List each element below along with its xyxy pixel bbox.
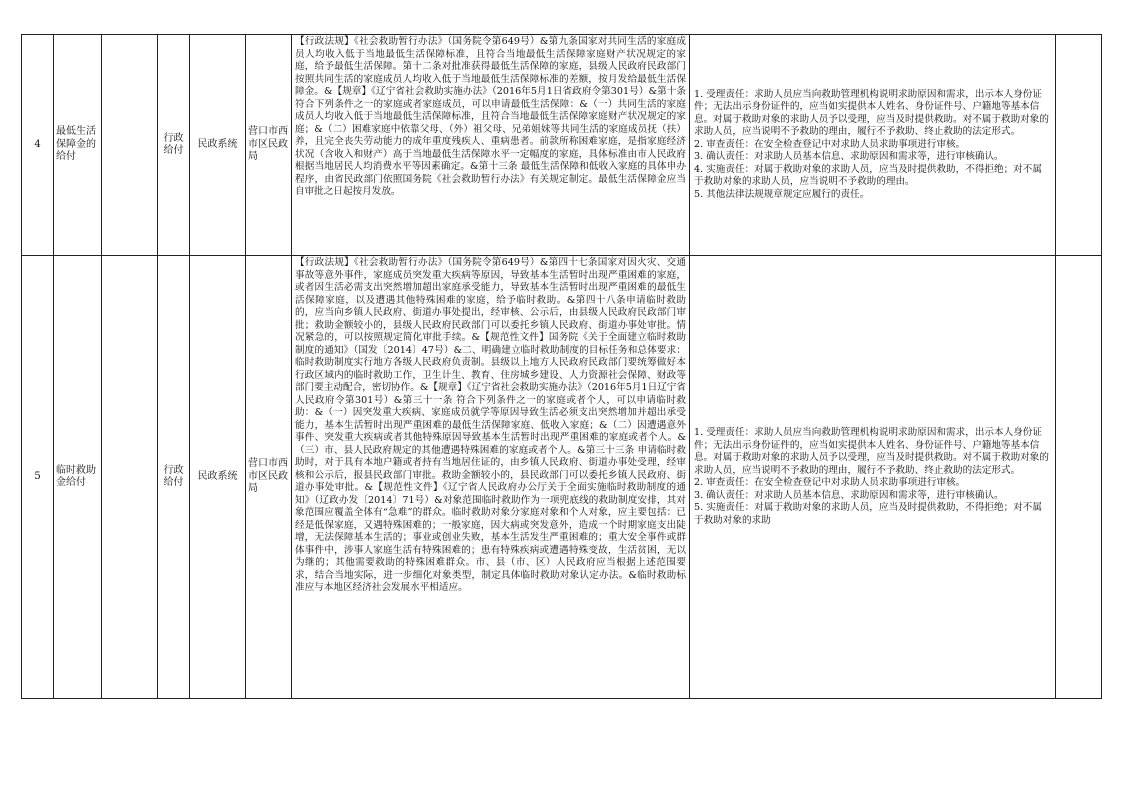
department-cell: 营口市西市区民政局 — [246, 256, 292, 699]
duty-item: 4. 实施责任：对属于救助对象的求助人员，应当及时提供救助，不得拒绝；对不属于救助对象的求助人员，应当说明不予救助的理由。 — [694, 163, 1042, 188]
responsibility-cell — [690, 35, 1056, 256]
duty-item: 3. 确认责任：对求助人员基本信息、求助原因和需求等，进行审核确认。 — [694, 489, 1004, 501]
department-cell: 营口市西市区民政局 — [246, 35, 292, 256]
table-row — [22, 35, 1102, 256]
system-cell: 民政系统 — [190, 256, 246, 699]
table-row — [22, 256, 1102, 699]
seq-cell: 4 — [22, 35, 54, 256]
seq-cell: 5 — [22, 256, 54, 699]
duty-item: 2. 审查责任：在安全检查登记中对求助人员求助事项进行审核。 — [694, 477, 966, 488]
category-cell: 行政给付 — [158, 35, 190, 256]
duty-item: 5. 其他法律法规规章规定应履行的责任。 — [694, 188, 870, 200]
remark-cell — [1056, 35, 1102, 256]
item-name-cell: 最低生活保障金的给付 — [54, 35, 102, 256]
system-cell: 民政系统 — [190, 35, 246, 256]
power-list-table — [21, 34, 1102, 699]
item-name-cell: 临时救助金给付 — [54, 256, 102, 699]
duty-item: 1. 受理责任：求助人员应当向救助管理机构说明求助原因和需求，出示本人身份证件；无法出示身份证件的，应当如实提供本人姓名、身份证件号、户籍地等基本信息。对属于救助对象的求助人员予以受理，应当及时提供救助。对不属于救助对象的求助人员，应当说明不予救助的理由，履行不予救助、终止救助的法定形式。 — [694, 88, 1049, 138]
category-cell: 行政给付 — [158, 256, 190, 699]
code-cell — [102, 35, 158, 256]
duty-item: 2. 审查责任：在安全检查登记中对求助人员求助事项进行审核。 — [694, 138, 966, 150]
code-cell — [102, 256, 158, 699]
duty-item: 5. 实施责任：对属于救助对象的求助人员，应当及时提供救助，不得拒绝；对不属于救助对象的求助 — [694, 502, 1042, 526]
legal-basis-cell: 【行政法规】《社会救助暂行办法》（国务院令第649号）&第四十七条国家对因火灾、交通事故等意外事件，家庭成员突发重大疾病等原因，导致基本生活暂时出现严重困难的家庭，或者因生活必需支出突然增加超出家庭承受能力，导致基本生活暂时出现严重困难的最低生活保障家庭，以及遭遇其他特殊困难的家庭，给予临时救助。&第四十八条申请临时救助的，应当向乡镇人民政府、街道办事处提出，经审核、公示后，由县级人民政府民政部门审批；救助金额较小的，县级人民政府民政部门可以委托乡镇人民政府、街道办事处审批。情况紧急的，可以按照规定简化审批手续。&【规范性文件】国务院《关于全面建立临时救助制度的通知》（国发〔2014〕47号）&二、明确建立临时救助制度的目标任务和总体要求：临时救助制度实行地方各级人民政府负责制。县级以上地方人民政府民政部门要统筹做好本行政区域内的临时救助工作，卫生计生、教育、住房城乡建设、人力资源社会保障、财政等部门要主动配合，密切协作。&【规章】《辽宁省社会救助实施办法》（2016年5月1日辽宁省人民政府令第301号）&第三十一条 符合下列条件之一的家庭或者个人，可以申请临时救助：&（一）因突发重大疾病、家庭成员就学等原因导致生活必须支出突然增加并超出承受能力，基本生活暂时出现严重困难的最低生活保障家庭、低收入家庭；&（二）因遭遇意外事件、突发重大疾病或者其他特殊原因导致基本生活暂时出现严重困难的家庭或者个人。&（三）市、县人民政府规定的其他遭遇特殊困难的家庭或者个人。&第三十三条 申请临时救助时，对于具有本地户籍或者持有当地居住证的，由乡镇人民政府、街道办事处受理，经审核和公示后，报县民政部门审批。救助金额较小的，县民政部门可以委托乡镇人民政府、街道办事处审批。&【规范性文件】《辽宁省人民政府办公厅关于全面实施临时救助制度的通知》（辽政办发〔2014〕71号）&对象范围临时救助作为一项兜底线的救助制度安排，其对象范围应覆盖全体有“急难”的群众。临时救助对象分家庭对象和个人对象，应主要包括：已经是低保家庭，又遇特殊困难的；一般家庭，因大病或突发意外，造成一个时期家庭支出陡增，无法保障基本生活的；事业或创业失败，基本生活发生严重困难的；重大安全事件或群体事件中，涉事人家庭生活有特殊困难的；患有特殊疾病或遭遇特殊变故，生活贫困，无以为继的；其他需要救助的特殊困难群众。市、县（市、区）人民政府应当根据上述范围要求，结合当地实际，进一步细化对象类型，制定具体临时救助对象认定办法。&临时救助标准应与本地区经济社会发展水平相适应。 — [292, 256, 690, 699]
remark-cell — [1056, 256, 1102, 699]
duty-item: 3. 确认责任：对求助人员基本信息、求助原因和需求等，进行审核确认。 — [694, 151, 1004, 163]
duty-item: 1. 受理责任：求助人员应当向救助管理机构说明求助原因和需求，出示本人身份证件；无法出示身份证件的，应当如实提供本人姓名、身份证件号、户籍地等基本信息。对属于救助对象的求助人员予以受理，应当及时提供救助。对不属于救助对象的求助人员，应当说明不予救助的理由，履行不予救助、终止救助的法定形式。 — [694, 427, 1049, 476]
legal-basis-cell: 【行政法规】《社会救助暂行办法》（国务院令第649号）&第九条国家对共同生活的家庭成员人均收入低于当地最低生活保障标准，且符合当地最低生活保障家庭财产状况规定的家庭，给予最低生活保障。第十二条对批准获得最低生活保障的家庭，县级人民政府民政部门按照共同生活的家庭成员人均收入低于当地最低生活保障标准的差额，按月发给最低生活保障金。&【规章】《辽宁省社会救助实施办法》（2016年5月1日省政府令第301号）&第十条 符合下列条件之一的家庭或者家庭成员，可以申请最低生活保障：&（一）共同生活的家庭成员人均收入低于当地最低生活保障标准，且符合当地最低生活保障家庭财产状况规定的家庭；&（二）困难家庭中依靠父母、（外）祖父母、兄弟姐妹等共同生活的家庭成员抚（扶）养，且完全丧失劳动能力的成年重度残疾人、重病患者。前款所称困难家庭，是指家庭经济状况（含收入和财产）高于当地最低生活保障水平一定幅度的家庭，具体标准由市人民政府根据当地居民人均消费水平等因素确定。&第十三条 最低生活保障和低收入家庭的具体申办程序，由省民政部门依照国务院《社会救助暂行办法》有关规定制定。最低生活保障金应当自审批之日起按月发放。 — [292, 35, 690, 256]
responsibility-cell — [690, 256, 1056, 699]
